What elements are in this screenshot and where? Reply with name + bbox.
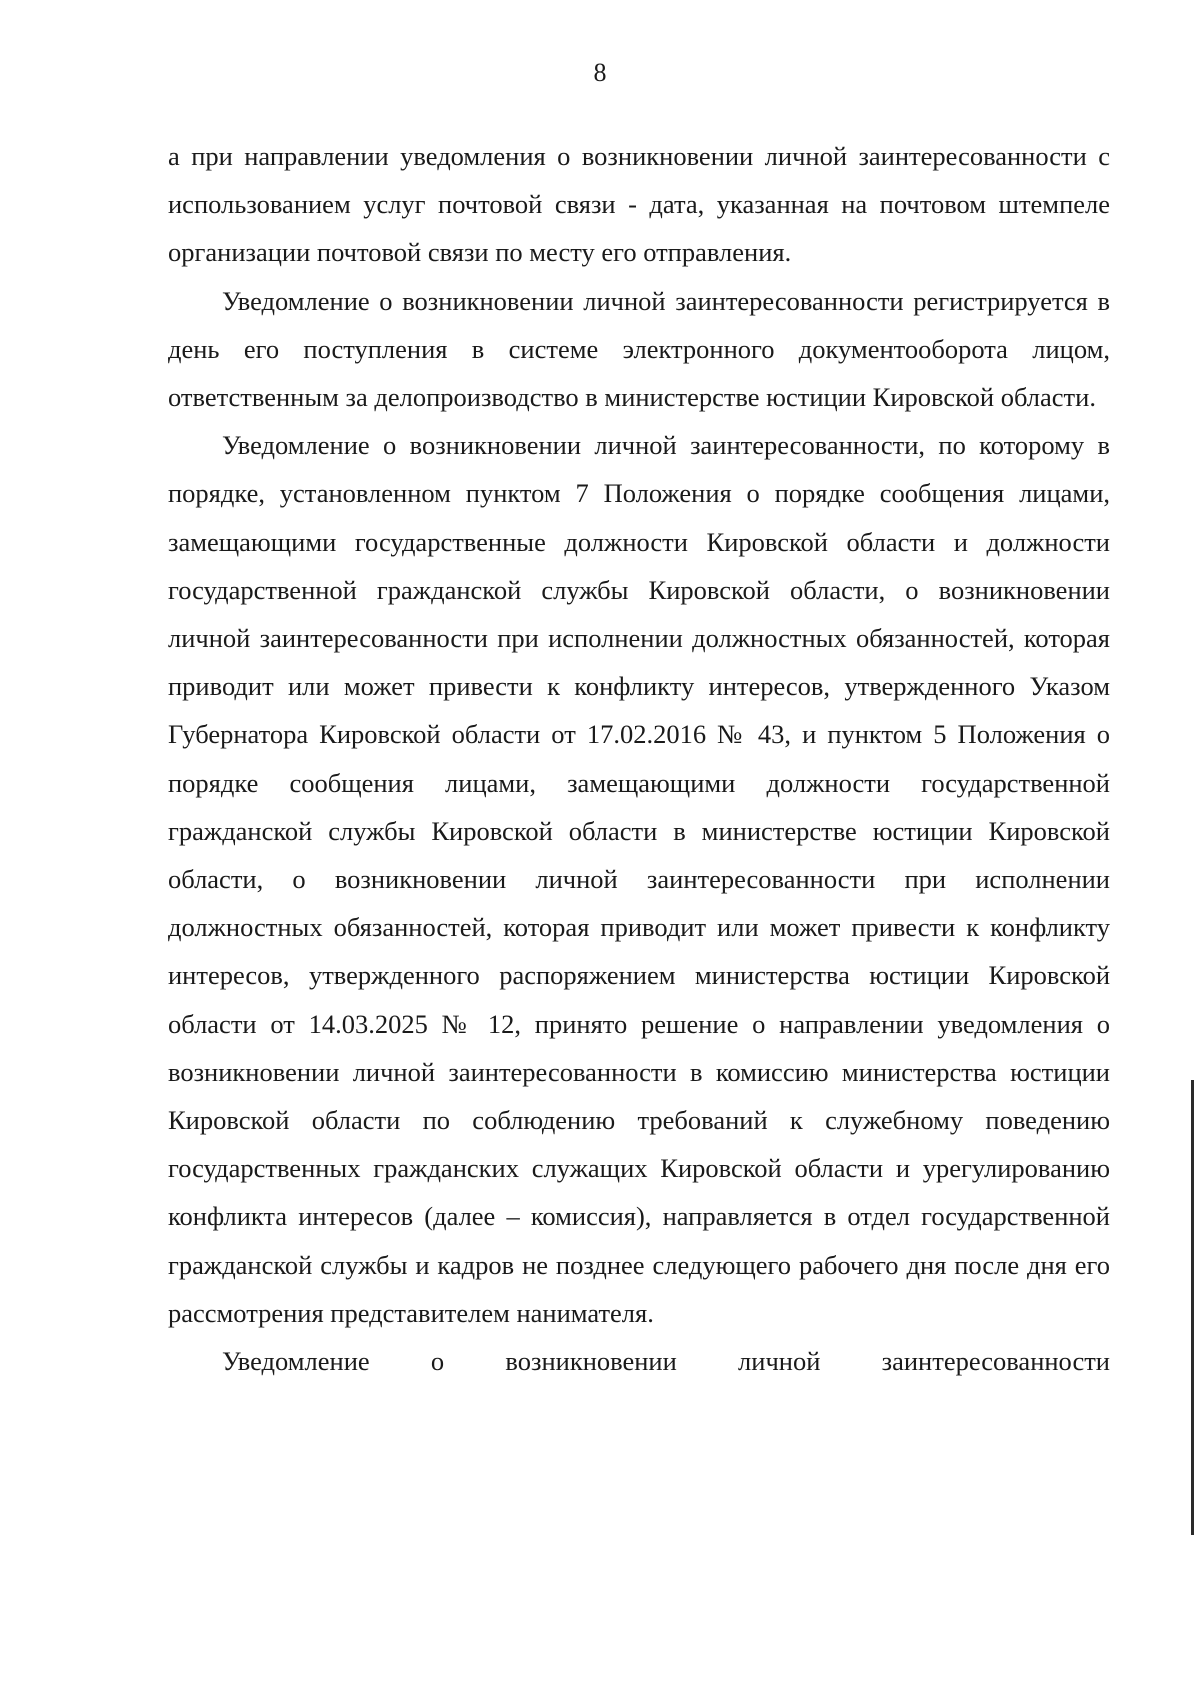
paragraph-registration: Уведомление о возникновении личной заинтересованности регистрируется в день его поступления в системе электронного документооборота лицом, ответственным за делопроизводство в министерстве юстиции Кировской области. <box>168 285 1110 413</box>
document-body <box>168 132 1110 1385</box>
page-number: 8 <box>593 58 607 87</box>
paragraph-postal-date: а при направлении уведомления о возникновении личной заинтересованности с использованием услуг почтовой связи - дата, указанная на почтовом штемпеле организации почтовой связи по месту его отправления. <box>168 141 1110 268</box>
paragraph-notification-continued: Уведомление о возникновении личной заинтересованности <box>222 1346 1110 1377</box>
paragraph-commission-referral: Уведомление о возникновении личной заинтересованности, по которому в порядке, установленном пунктом 7 Положения о порядке сообщения лицами, замещающими государственные должности Кировской области и должности государственной гражданской службы Кировской области, о возникновении личной заинтересованности при исполнении должностных обязанностей, которая приводит или может привести к конфликту интересов, утвержденного Указом Губернатора Кировской области от 17.02.2016 № 43, и пунктом 5 Положения о порядке сообщения лицами, замещающими должности государственной гражданской службы Кировской области в министерстве юстиции Кировской области, о возникновении личной заинтересованности при исполнении должностных обязанностей, которая приводит или может привести к конфликту интересов, утвержденного распоряжением министерства юстиции Кировской области от 14.03.2025 № 12, принято решение о направлении уведомления о возникновении личной заинтересованности в комиссию министерства юстиции Кировской области по соблюдению требований к служебному поведению государственных гражданских служащих Кировской области и урегулированию конфликта интересов (далее – комиссия), направляется в отдел государственной гражданской службы и кадров не позднее следующего рабочего дня после дня его рассмотрения представителем нанимателя. <box>168 430 1110 1328</box>
scan-edge-mark <box>1191 1080 1194 1535</box>
